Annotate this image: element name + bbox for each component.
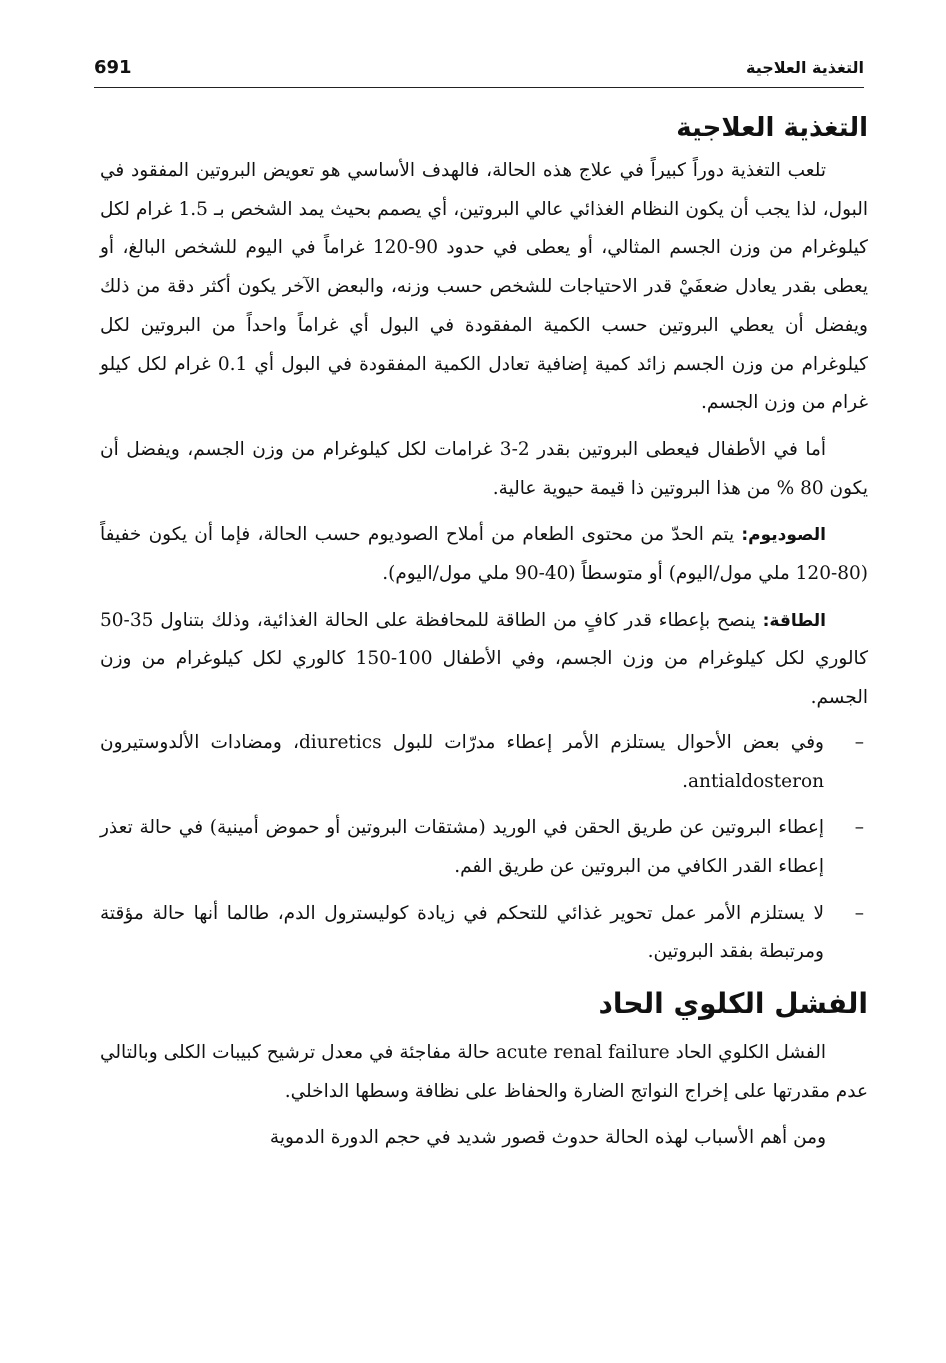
list-item — [100, 809, 868, 886]
running-head — [94, 52, 864, 88]
energy-label: الطاقة: — [762, 610, 826, 631]
term-diuretics: diuretics — [298, 731, 382, 753]
section-heading-acute-renal-failure: الفشل الكلوي الحاد — [598, 987, 868, 1021]
paragraph-children-protein: أما في الأطفال فيعطى البروتين بقدر 2-3 غرامات لكل كيلوغرام من وزن الجسم، ويفضل أن يكون 80 % من هذا البروتين ذا قيمة حيوية عالية. — [100, 438, 868, 499]
arf-text: الفشل الكلوي الحاد — [669, 1042, 826, 1064]
list-item-text: . — [682, 770, 688, 792]
paragraph-energy — [100, 602, 868, 718]
arf-text: حالة مفاجئة في معدل ترشيح كبيبات الكلى وبالتالي عدم مقدرتها على إخراج النواتج الضارة والحفاظ على نظافة وسطها الداخلي. — [100, 1042, 868, 1102]
header-rule — [94, 87, 864, 88]
list-item — [100, 895, 868, 972]
paragraph-protein-needs: تلعب التغذية دوراً كبيراً في علاج هذه الحالة، فالهدف الأساسي هو تعويض البروتين المفقود في البول، لذا يجب أن يكون النظام الغذائي عالي البروتين، أي يصمم بحيث يمد الشخص بـ 1.5 غرام لكل كيلوغرام من وزن الجسم المثالي، أو يعطى في حدود 90-120 غراماً في اليوم للشخص البالغ، أو يعطى بقدر يعادل ضعفَيْ قدر الاحتياجات للشخص حسب وزنه، والبعض الآخر يكون أكثر دقة من ذلك ويفضل أن يعطي البروتين حسب الكمية المفقودة في البول أي غراماً واحداً من البروتين لكل كيلوغرام من وزن الجسم زائد كمية إضافية تعادل الكمية المفقودة في البول أي 0.1 غرام لكل كيلو غرام من وزن الجسم. — [100, 160, 868, 414]
sodium-label: الصوديوم: — [741, 525, 826, 546]
bullet-dash: – — [854, 902, 864, 924]
sodium-text: يتم الحدّ من محتوى الطعام من أملاح الصوديوم حسب الحالة، فإما أن يكون خفيفاً (80-120 ملي مول/اليوم) أو متوسطاً (40-90 ملي مول/اليوم). — [100, 524, 868, 585]
list-item-text: لا يستلزم الأمر عمل تحوير غذائي للتحكم في زيادة كوليسترول الدم، طالما أنها حالة مؤقتة ومرتبطة بفقد البروتين. — [100, 902, 824, 963]
section-heading-therapeutic-nutrition: التغذية العلاجية — [676, 113, 868, 143]
paragraph-arf-definition — [100, 1034, 868, 1111]
page-body — [100, 108, 868, 1158]
page-number: 691 — [94, 57, 132, 78]
list-item-text: ، ومضادات الألدوستيرون — [100, 731, 299, 753]
paragraph-arf-causes: ومن أهم الأسباب لهذه الحالة حدوث قصور شديد في حجم الدورة الدموية — [269, 1127, 826, 1149]
term-acute-renal-failure: acute renal failure — [495, 1042, 670, 1064]
list-item-text: وفي بعض الأحوال يستلزم الأمر إعطاء مدرّات للبول — [381, 731, 824, 753]
energy-text: ينصح بإعطاء قدر كافٍ من الطاقة للمحافظة على الحالة الغذائية، وذلك بتناول 35-50 كالوري لكل كيلوغرام من وزن الجسم، وفي الأطفال 100-150 كالوري لكل كيلوغرام من وزن الجسم. — [100, 609, 868, 709]
list-item — [100, 724, 868, 801]
running-head-title: التغذية العلاجية — [745, 58, 864, 77]
paragraph-sodium — [100, 516, 868, 593]
recommendations-list — [100, 724, 868, 972]
bullet-dash: – — [854, 731, 864, 753]
list-item-text: إعطاء البروتين عن طريق الحقن في الوريد (مشتقات البروتين أو حموض أمينية) في حالة تعذر إعطاء القدر الكافي من البروتين عن طريق الفم. — [100, 817, 824, 877]
bullet-dash: – — [854, 817, 864, 839]
term-antialdosteron: antialdosteron — [688, 770, 824, 792]
